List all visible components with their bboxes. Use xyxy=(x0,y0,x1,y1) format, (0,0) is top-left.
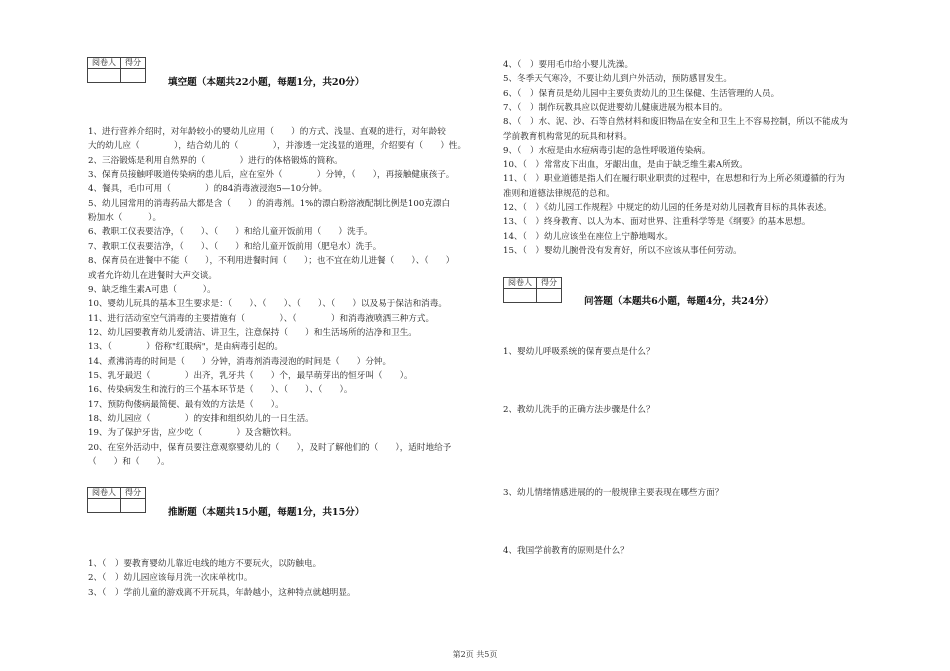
text-line: 12、（ ）《幼儿园工作规程》中规定的幼儿园的任务是对幼儿园教育目标的具体表述。 xyxy=(503,203,832,213)
text-line: 粉加水（ ）。 xyxy=(88,213,162,224)
text-line: 6、（ ）保育员是幼儿园中主要负责幼儿的卫生保健、生活管理的人员。 xyxy=(503,88,780,99)
reviewer-label: 阅卷人 xyxy=(88,488,121,499)
text-line: 3、保育员接触呼吸道传染病的患儿后，应在室外（ ）分钟，（ ），再接触健康孩子。 xyxy=(88,170,455,181)
page-footer: 第2页 共5页 xyxy=(452,650,498,659)
reviewer-label: 阅卷人 xyxy=(504,278,537,289)
score-label: 得分 xyxy=(121,488,146,499)
text-line: 大的幼儿应（ ），结合幼儿的（ ），并渗透一定浅显的道理，介绍要有（ ）性。 xyxy=(88,141,467,152)
text-line: 5、幼儿园常用的消毒药品大都是含（ ）的消毒剂。1%的漂白粉溶液配制比例是100克漂白 xyxy=(88,198,451,209)
text-line: 14、（ ）幼儿应该坐在座位上宁静地喝水。 xyxy=(503,231,673,242)
qa-title: 问答题（本题共6小题，每题4分，共24分） xyxy=(584,296,774,307)
text-line: 学前教育机构常见的玩具和材料。 xyxy=(503,131,632,142)
text-line: 8、（ ）水、泥、沙、石等自然材料和废旧物品在安全和卫生上不容易控制，所以不能成为 xyxy=(503,117,848,128)
score-label: 得分 xyxy=(121,58,146,69)
qa-question: 3、幼儿情绪情感进展的的一般规律主要表现在哪些方面？ xyxy=(503,488,724,498)
text-line: 8、保育员在进餐中不能（ ），不利用进餐时间（ ）；也不宜在幼儿进餐（ ）、（ ） xyxy=(88,256,455,267)
text-line: 1、进行营养介绍时，对年龄较小的婴幼儿应用（ ）的方式、浅显、直观的进行，对年龄较 xyxy=(88,127,446,137)
text-line: 或者允许幼儿在进餐时大声交谈。 xyxy=(88,270,217,281)
text-line: 16、传染病发生和流行的三个基本环节是（ ）、（ ）、（ ）。 xyxy=(88,385,353,396)
text-line: 15、（ ）婴幼儿腕骨没有发育好，所以不应该从事任何劳动。 xyxy=(503,245,742,256)
reviewer-label: 阅卷人 xyxy=(88,58,121,69)
score-box-judge xyxy=(87,487,146,513)
reviewer-cell xyxy=(504,289,537,303)
text-line: 4、（ ）要用毛巾给小婴儿洗澡。 xyxy=(503,60,634,70)
text-line: 11、（ ）职业道德是指人们在履行职业职责的过程中，在思想和行为上所必须遵循的行为 xyxy=(503,174,845,185)
reviewer-cell xyxy=(88,69,121,83)
text-line: 17、预防佝偻病最简便、最有效的方法是（ ）。 xyxy=(88,399,284,410)
score-box-qa xyxy=(503,277,562,303)
score-cell xyxy=(537,289,562,303)
text-line: 7、教职工仪表要洁净，（ ）、（ ）和给儿童开饭前用（肥皂水）洗手。 xyxy=(88,241,382,252)
text-line: 18、幼儿园应（ ）的安排和组织幼儿的一日生活。 xyxy=(88,414,314,424)
text-line: 7、（ ）制作玩教具应以促进婴幼儿健康进展为根本目的。 xyxy=(503,102,728,113)
text-line: 准则和道德法律规范的总和。 xyxy=(503,188,615,199)
text-line: 2、（ ）幼儿园应该每月洗一次床单枕巾。 xyxy=(88,573,253,584)
text-line: 10、婴幼儿玩具的基本卫生要求是：（ ）、（ ）、（ ）、（ ）以及易于保洁和消毒。 xyxy=(88,299,447,310)
text-line: 13、（ ）终身教育、以人为本、面对世界、注重科学等是《纲要》的基本思想。 xyxy=(503,217,811,228)
text-line: 3、（ ）学前儿童的游戏离不开玩具，年龄越小，这种特点就越明显。 xyxy=(88,587,356,598)
text-line: 19、为了保护牙齿，应少吃（ ）及含糖饮料。 xyxy=(88,428,297,439)
text-line: 1、（ ）要教育婴幼儿靠近电线的地方不要玩火，以防触电。 xyxy=(88,559,322,569)
text-line: 13、（ ）俗称"红眼病"，是由病毒引起的。 xyxy=(88,342,284,353)
text-line: 6、教职工仪表要洁净，（ ）、（ ）和给儿童开饭前用（ ）洗手。 xyxy=(88,227,373,238)
score-box-fill xyxy=(87,57,146,83)
text-line: 15、乳牙最迟（ ）出齐，乳牙共（ ）个，最早萌芽出的恒牙叫（ ）。 xyxy=(88,370,413,381)
qa-question: 2、教幼儿洗手的正确方法步骤是什么？ xyxy=(503,405,655,415)
reviewer-cell xyxy=(88,499,121,513)
text-line: 12、幼儿园要教育幼儿爱清洁、讲卫生，注意保持（ ）和生活场所的洁净和卫生。 xyxy=(88,327,417,338)
judge-title: 推断题（本题共15小题，每题1分，共15分） xyxy=(168,507,365,518)
text-line: 5、冬季天气寒冷，不要让幼儿到户外活动，预防感冒发生。 xyxy=(503,74,732,85)
text-line: 2、三浴锻炼是利用自然界的（ ）进行的体格锻炼的简称。 xyxy=(88,155,343,166)
score-label: 得分 xyxy=(537,278,562,289)
text-line: 20、在室外活动中，保育员要注意观察婴幼儿的（ ），及时了解他们的（ ），适时地给予 xyxy=(88,442,452,453)
fill-blank-title: 填空题（本题共22小题，每题1分，共20分） xyxy=(168,77,365,88)
score-cell xyxy=(121,69,146,83)
text-line: 10、（ ）常常皮下出血，牙龈出血，是由于缺乏维生素A所致。 xyxy=(503,160,748,171)
score-cell xyxy=(121,499,146,513)
text-line: 14、煮沸消毒的时间是（ ）分钟，消毒剂消毒浸泡的时间是（ ）分钟。 xyxy=(88,356,392,367)
text-line: 9、缺乏维生素A可患（ ）。 xyxy=(88,284,216,295)
text-line: （ ）和（ ）。 xyxy=(88,457,170,468)
qa-question: 4、我国学前教育的原则是什么？ xyxy=(503,546,629,556)
qa-question: 1、婴幼儿呼吸系统的保育要点是什么？ xyxy=(503,347,655,357)
text-line: 4、餐具，毛巾可用（ ）的84消毒液浸泡5—10分钟。 xyxy=(88,184,328,195)
text-line: 9、（ ）水痘是由水痘病毒引起的急性呼吸道传染病。 xyxy=(503,145,711,156)
text-line: 11、进行活动室空气消毒的主要措施有（ ）、（ ）和消毒液喷洒三种方式。 xyxy=(88,313,435,324)
